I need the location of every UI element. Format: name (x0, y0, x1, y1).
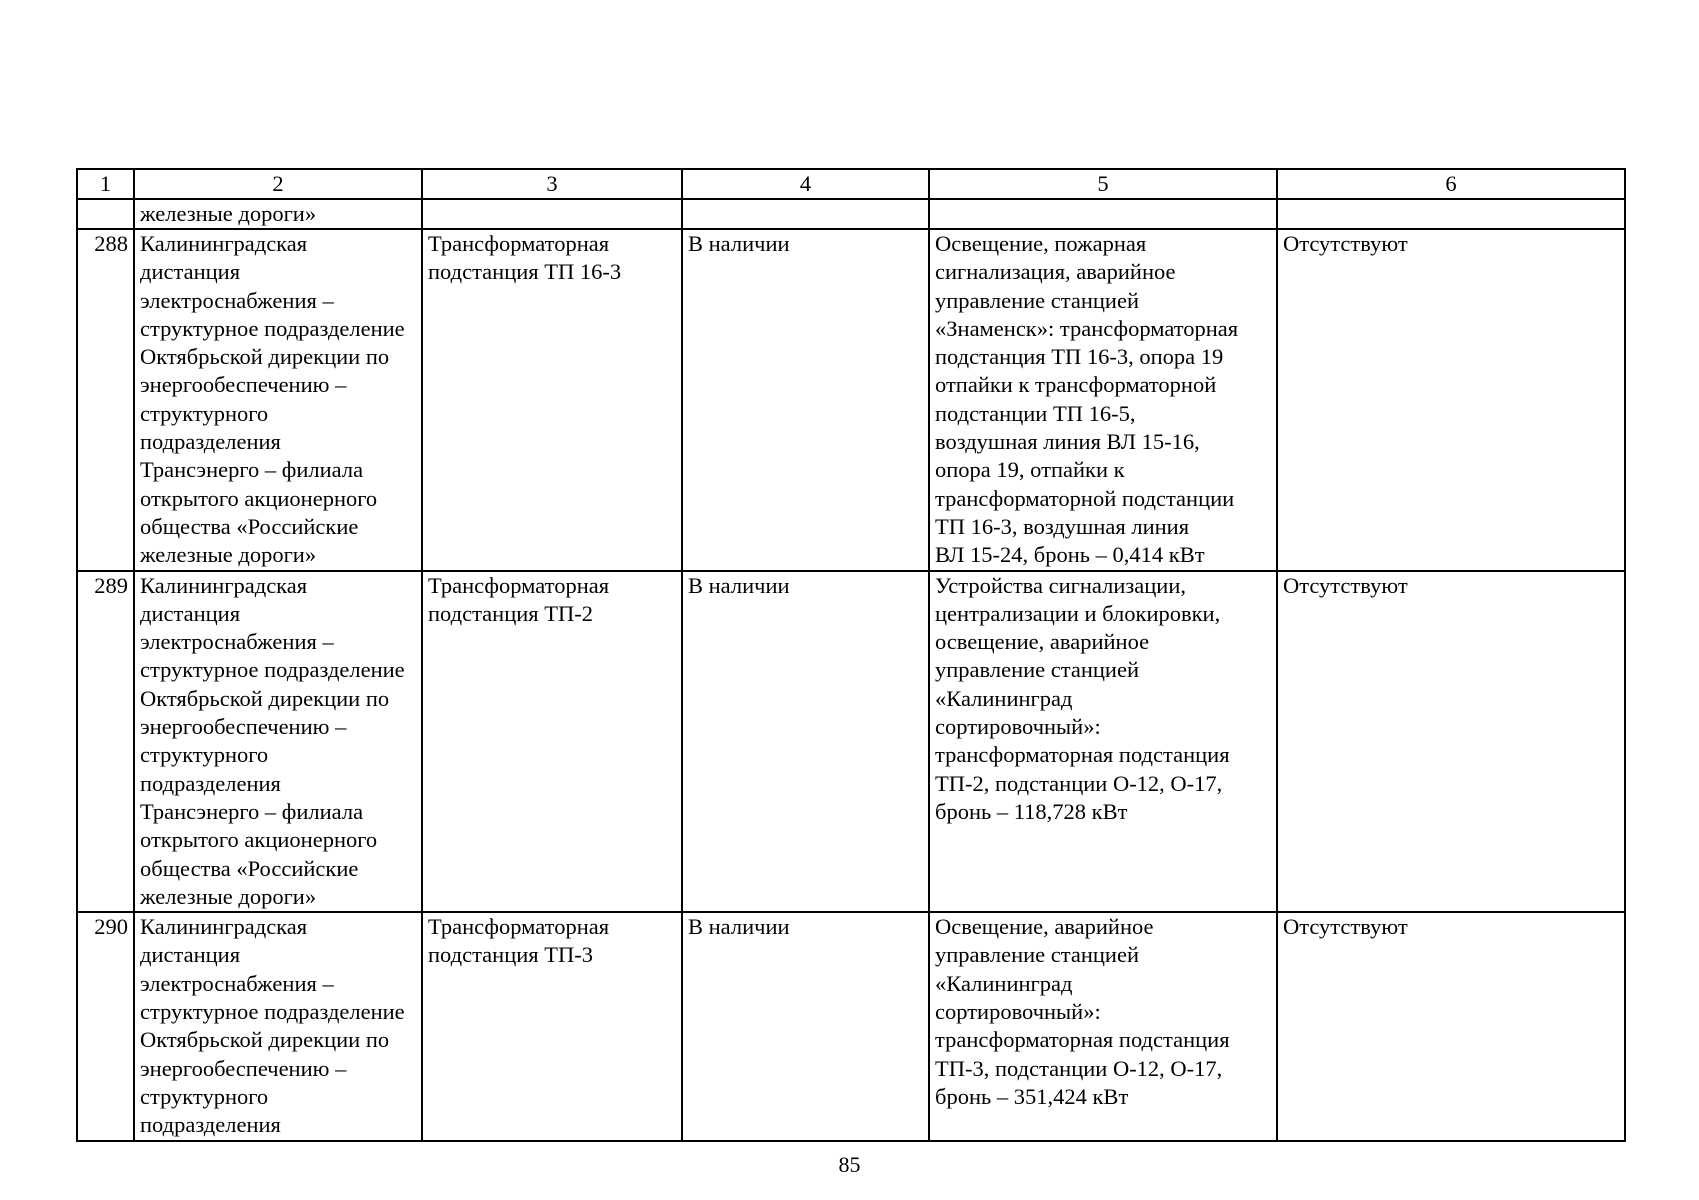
description-cell: Освещение, аварийное управление станцией «Калининград сортировочный»: трансформаторная подстанция ТП-3, подстанции О-12, О-17, бронь – 351,424 кВт (929, 912, 1277, 1140)
column-header: 2 (134, 169, 422, 199)
owner-cell: Калининградская дистанция электроснабжения – структурное подразделение Октябрьской дирекции по энергообеспечению – структурного подразделения (134, 912, 422, 1140)
page-number: 85 (838, 1152, 861, 1177)
continuation-cell (929, 199, 1277, 229)
document-table-wrapper (76, 168, 1624, 1138)
row-number: 290 (77, 912, 134, 1140)
status-cell: В наличии (682, 912, 929, 1140)
continuation-cell (1277, 199, 1625, 229)
row-number: 288 (77, 229, 134, 571)
document-table (76, 168, 1626, 1142)
object-cell: Трансформаторная подстанция ТП 16-3 (422, 229, 682, 571)
status-cell: В наличии (682, 229, 929, 571)
notes-cell: Отсутствуют (1277, 229, 1625, 571)
table-row (77, 571, 1625, 913)
status-cell: В наличии (682, 571, 929, 913)
continuation-row (77, 199, 1625, 229)
object-cell: Трансформаторная подстанция ТП-3 (422, 912, 682, 1140)
table-row (77, 912, 1625, 1140)
row-number: 289 (77, 571, 134, 913)
column-header: 3 (422, 169, 682, 199)
owner-cell: Калининградская дистанция электроснабжения – структурное подразделение Октябрьской дирекции по энергообеспечению – структурного подразделения Трансэнерго – филиала открытого акционерного общества «Российские железные дороги» (134, 229, 422, 571)
object-cell: Трансформаторная подстанция ТП-2 (422, 571, 682, 913)
column-header: 5 (929, 169, 1277, 199)
description-cell: Устройства сигнализации, централизации и блокировки, освещение, аварийное управление станцией «Калининград сортировочный»: трансформаторная подстанция ТП-2, подстанции О-12, О-17, бронь – 118,728 кВт (929, 571, 1277, 913)
continuation-cell (77, 199, 134, 229)
owner-cell: Калининградская дистанция электроснабжения – структурное подразделение Октябрьской дирекции по энергообеспечению – структурного подразделения Трансэнерго – филиала открытого акционерного общества «Российские железные дороги» (134, 571, 422, 913)
table-header-row (77, 169, 1625, 199)
column-header: 1 (77, 169, 134, 199)
notes-cell: Отсутствуют (1277, 571, 1625, 913)
notes-cell: Отсутствуют (1277, 912, 1625, 1140)
table-row (77, 229, 1625, 571)
column-header: 6 (1277, 169, 1625, 199)
description-cell: Освещение, пожарная сигнализация, аварийное управление станцией «Знаменск»: трансформаторная подстанция ТП 16-3, опора 19 отпайки к трансформаторной подстанции ТП 16-5, воздушная линия ВЛ 15-16, опора 19, отпайки к трансформаторной подстанции ТП 16-3, воздушная линия ВЛ 15-24, бронь – 0,414 кВт (929, 229, 1277, 571)
continuation-cell: железные дороги» (134, 199, 422, 229)
continuation-cell (422, 199, 682, 229)
continuation-cell (682, 199, 929, 229)
column-header: 4 (682, 169, 929, 199)
